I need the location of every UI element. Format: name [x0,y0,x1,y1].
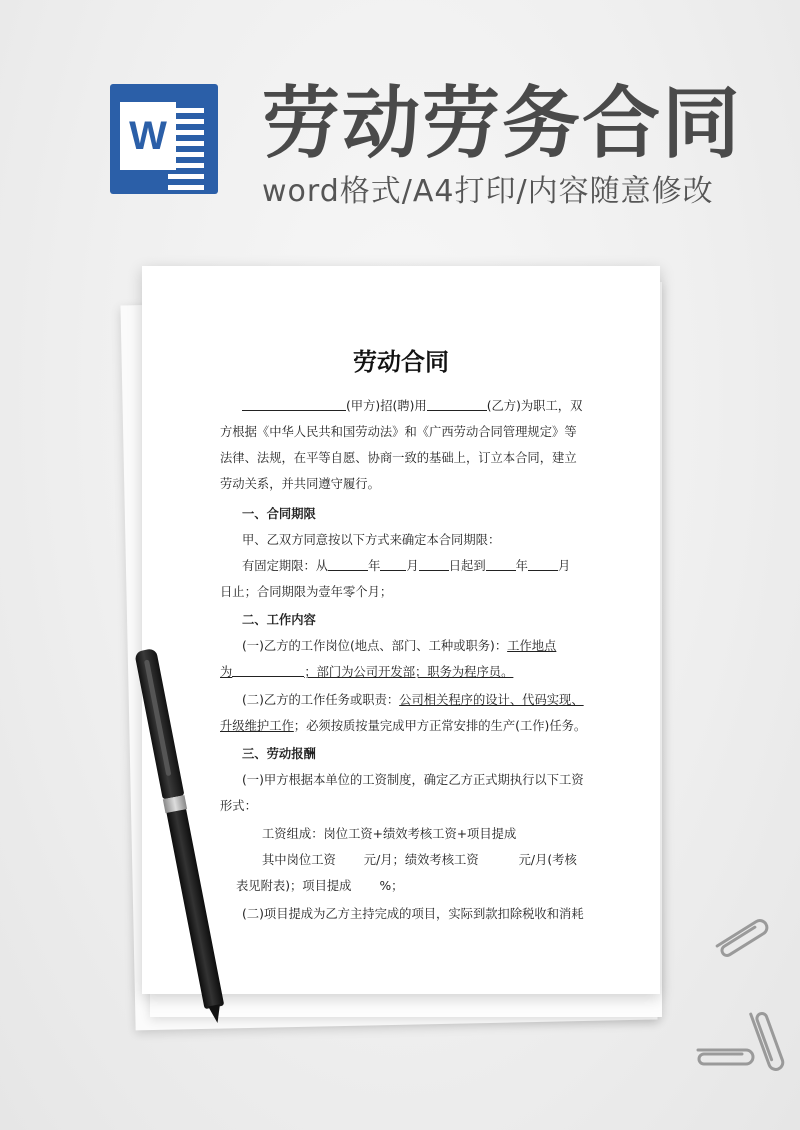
employee-blank [427,399,487,411]
pay-paragraph-6: (二)项目提成为乙方主持完成的项目，实际到款扣除税收和消耗 [242,907,584,921]
banner-title: 劳动劳务合同 [262,79,743,169]
document-page [142,266,660,994]
work-paragraph-1: (一)乙方的工作岗位(地点、部门、工种或职务)：工作地点 [242,639,557,653]
word-logo-icon [110,84,218,194]
banner-subtitle: word格式/A4打印/内容随意修改 [262,174,714,209]
document-title: 劳动合同 [353,348,449,376]
work-paragraph-4: 升级维护工作；必须按质按量完成甲方正常安排的生产(工作)任务。 [220,719,587,733]
intro-line-3: 法律、法规，在平等自愿、协商一致的基础上，订立本合同，建立 [220,451,577,465]
section-heading-pay: 三、劳动报酬 [242,747,316,761]
intro-line-4: 劳动关系，并共同遵守履行。 [220,477,380,491]
pay-paragraph-5: 表见附表)；项目提成 %； [236,879,404,893]
intro-line-2: 方根据《中华人民共和国劳动法》和《广西劳动合同管理规定》等 [220,425,577,439]
intro-line-1: (甲方)招(聘)用 (乙方)为职工，双 [242,398,622,414]
paperclip-icon [706,912,776,962]
pay-paragraph-2: 形式： [220,799,257,813]
section-heading-term: 一、合同期限 [242,507,316,521]
pay-paragraph-1: (一)甲方根据本单位的工资制度，确定乙方正式期执行以下工资 [242,773,584,787]
word-letter: W [120,102,176,170]
work-paragraph-2: 为 ；部门为公司开发部；职务为程序员。 [220,665,514,679]
section-heading-work: 二、工作内容 [242,613,316,627]
paperclip-icon [748,1004,788,1084]
employer-blank [242,399,346,411]
term-paragraph-1: 甲、乙双方同意按以下方式来确定本合同期限： [242,533,501,547]
work-paragraph-3: (二)乙方的工作任务或职责：公司相关程序的设计、代码实现、 [242,693,584,707]
term-paragraph-3: 日止；合同期限为壹年零个月； [220,585,393,599]
pay-paragraph-4: 其中岗位工资 元/月；绩效考核工资 元/月(考核 [262,853,577,867]
pay-paragraph-3: 工资组成：岗位工资+绩效考核工资+项目提成 [262,827,517,841]
term-paragraph-2: 有固定期限：从 年 月 日起到 年 月 [242,559,571,573]
